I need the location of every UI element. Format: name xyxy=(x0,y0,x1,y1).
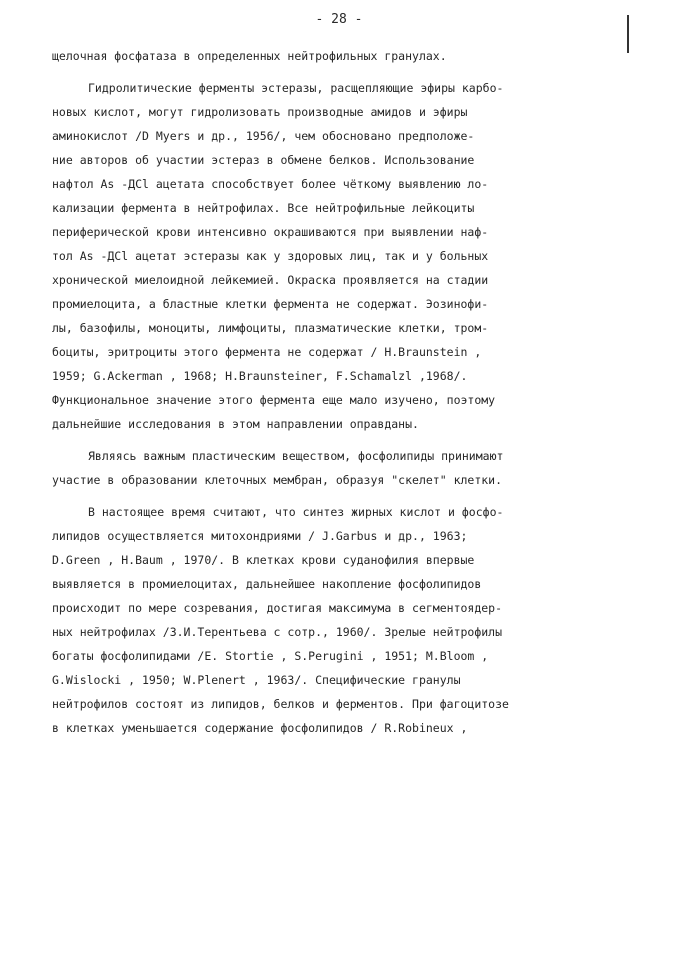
text-line: Гидролитические ферменты эстеразы, расщепляющие эфиры карбо- xyxy=(88,81,504,95)
text-line: лы, базофилы, моноциты, лимфоциты, плазматические клетки, тром- xyxy=(52,321,489,335)
text-line: богаты фосфолипидами /E. Stortie , S.Perugini , 1951; M.Bloom , xyxy=(52,649,489,663)
text-line: липидов осуществляется митохондриями / J.Garbus и др., 1963; xyxy=(52,529,468,543)
text-line: аминокислот /D Myers и др., 1956/, чем обосновано предположе- xyxy=(52,129,475,143)
text-line: периферической крови интенсивно окрашиваются при выявлении наф- xyxy=(52,225,489,239)
text-line: В настоящее время считают, что синтез жирных кислот и фосфо- xyxy=(88,505,504,519)
text-line: тол As -ДСl ацетат эстеразы как у здоровых лиц, так и у больных xyxy=(52,249,489,263)
text-line: Функциональное значение этого фермента еще мало изучено, поэтому xyxy=(52,393,496,407)
text-line: боциты, эритроциты этого фермента не содержат / H.Braunstein , xyxy=(52,345,482,359)
text-line: происходит по мере созревания, достигая максимума в сегментоядер- xyxy=(52,601,503,615)
text-line: нейтрофилов состоят из липидов, белков и ферментов. При фагоцитозе xyxy=(52,697,509,711)
text-body xyxy=(52,44,632,740)
text-line: щелочная фосфатаза в определенных нейтрофильных гранулах. xyxy=(52,49,447,63)
text-line: новых кислот, могут гидролизовать производные амидов и эфиры xyxy=(52,105,468,119)
text-line: D.Green , H.Baum , 1970/. В клетках крови суданофилия впервые xyxy=(52,553,475,567)
text-line: 1959; G.Ackerman , 1968; H.Braunsteiner, F.Schamalzl ,1968/. xyxy=(52,369,468,383)
text-line: выявляется в промиелоцитах, дальнейшее накопление фосфолипидов xyxy=(52,577,482,591)
text-line: промиелоцита, а бластные клетки фермента не содержат. Эозинофи- xyxy=(52,297,489,311)
text-line: нафтол As -ДСl ацетата способствует более чёткому выявлению ло- xyxy=(52,177,489,191)
text-line: G.Wislocki , 1950; W.Plenert , 1963/. Специфические гранулы xyxy=(52,673,461,687)
page-number: - 28 - xyxy=(315,12,363,27)
text-line: хронической миелоидной лейкемией. Окраска проявляется на стадии xyxy=(52,273,489,287)
text-line: дальнейшие исследования в этом направлении оправданы. xyxy=(52,417,419,431)
text-line: ние авторов об участии эстераз в обмене белков. Использование xyxy=(52,153,475,167)
text-line: ных нейтрофилах /З.И.Терентьева с сотр., 1960/. Зрелые нейтрофилы xyxy=(52,625,503,639)
text-line: участие в образовании клеточных мембран, образуя "скелет" клетки. xyxy=(52,473,503,487)
text-line: Являясь важным пластическим веществом, фосфолипиды принимают xyxy=(88,449,504,463)
text-line: кализации фермента в нейтрофилах. Все нейтрофильные лейкоциты xyxy=(52,201,475,215)
text-line: в клетках уменьшается содержание фосфолипидов / R.Robineux , xyxy=(52,721,468,735)
